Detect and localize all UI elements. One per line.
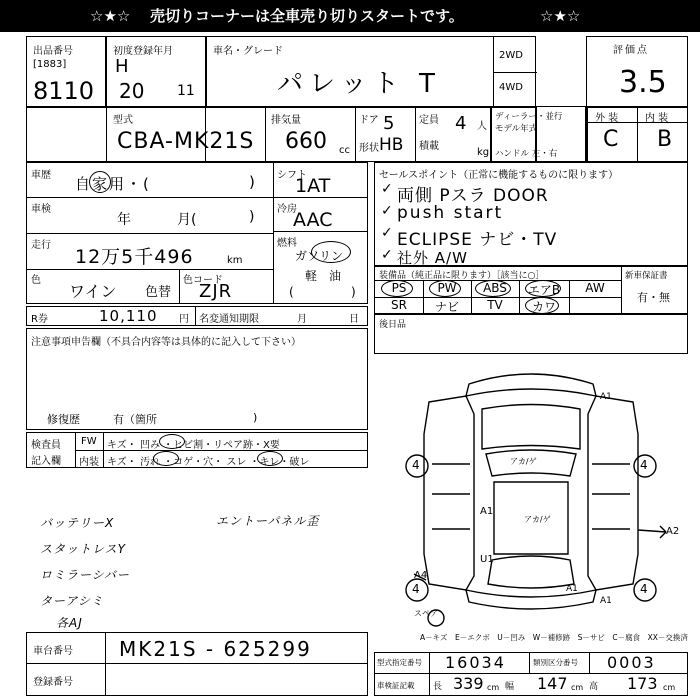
cc-label: 排気量 [271, 115, 301, 126]
check-mark-icon: ✓ [381, 225, 393, 241]
remark-line: ターアシミ [40, 594, 104, 608]
check-mark-icon: ✓ [381, 247, 393, 263]
inspection-label: 車検 [31, 204, 51, 215]
type-num-value: 16034 [445, 653, 506, 672]
remark-line: バッテリーX [40, 516, 115, 530]
history-value: 自家用・( [75, 175, 151, 193]
car-diagram [374, 354, 688, 628]
dent-circle [159, 434, 185, 449]
notes-box [26, 328, 368, 430]
reg-number-label: 登録番号 [33, 677, 73, 688]
drive-2wd: 2WD [499, 50, 523, 61]
grade-label: 評価点 [613, 45, 649, 56]
history-label: 車歴 [31, 170, 51, 181]
remark-line: スタットレスY [40, 542, 126, 556]
color-code-value: ZJR [199, 281, 233, 302]
auction-sheet [26, 36, 688, 696]
later-label: 後日品 [379, 320, 407, 330]
remarks-area [26, 468, 368, 628]
dealer-area [490, 106, 588, 162]
color-change-label: 色替 [145, 285, 172, 300]
equip-pw: PW [437, 281, 457, 295]
equip-leather: カワ [531, 300, 556, 314]
model-label: 車名・グレード [213, 46, 283, 57]
hei-label: 高 [589, 682, 599, 692]
tv-circle [525, 297, 559, 314]
lot-box [26, 36, 106, 108]
lot-sub: [1883] [33, 59, 67, 70]
fuel-gas-circle [311, 241, 351, 263]
grade-box [586, 36, 688, 108]
equip-airbag: エアB [527, 283, 561, 297]
grade-value: 3.5 [619, 65, 667, 100]
inspector-row2: キズ・ 汚れ ・コゲ・穴・ スレ ・キレ・破レ [107, 457, 310, 468]
inspector-label-1: 検査員 [31, 440, 61, 451]
selling-points-box [374, 162, 688, 266]
damage-legend: A－キズ E－エクボ U－凹み W－補修跡 S－サビ C－腐食 XX－交換済 [420, 633, 688, 642]
drive-4wd: 4WD [499, 82, 523, 93]
equip-tv: TV [487, 298, 503, 312]
mileage-value: 12万5千496 [75, 246, 194, 268]
damage-mark: U1 [480, 554, 494, 565]
hood [482, 405, 580, 450]
inspection-end: ) [249, 209, 255, 225]
new-car-warranty-label: 新車保証書 [625, 271, 668, 281]
tailgate [488, 556, 574, 588]
recycle-unit: 円 [179, 314, 189, 325]
cc-value: 660 [285, 129, 327, 154]
inspector-box [26, 432, 368, 468]
int-label: 内 装 [645, 113, 669, 124]
int-value: B [657, 127, 673, 152]
chassis-value: MK21S - 625299 [119, 637, 312, 661]
cc-unit: cc [339, 145, 350, 156]
ext-value: C [603, 127, 619, 152]
wid-label: 幅 [505, 682, 515, 692]
remark-right: エントーパネル歪 [216, 514, 320, 528]
equip-abs: ABS [483, 281, 507, 295]
color-code-label: 色コード [183, 275, 223, 286]
right-side [588, 396, 638, 590]
equip-ps: PS [391, 281, 407, 295]
banner-message: 売切りコーナーは全車売り切りスタートです。 [150, 7, 464, 25]
shift-label: シフト [277, 170, 307, 181]
lot-number: 8110 [33, 77, 95, 105]
wid-unit: cm [571, 683, 584, 692]
type-label: 型式 [113, 115, 133, 126]
remark-line: ロミラーシバー [40, 568, 130, 582]
hei-unit: cm [663, 683, 676, 692]
tyre-mark: 4 [412, 458, 420, 472]
stain-circle [153, 451, 179, 466]
fuel-diesel: 軽 油 [305, 269, 342, 283]
repair-label: 修復歴 [47, 413, 80, 426]
spec-row [26, 106, 536, 162]
hei-value: 173 [627, 674, 658, 693]
tyre-mark: 4 [640, 458, 648, 472]
cat-label: 類別区分番号 [533, 658, 578, 667]
selling-point: 両側 Pスラ DOOR [397, 186, 549, 206]
model-year-label: モデル年式 [495, 124, 538, 134]
reg-label: 初度登録年月 [113, 46, 173, 57]
reg-box [106, 36, 206, 108]
type-num-label: 型式指定番号 [377, 658, 422, 667]
cat-value: 0003 [607, 653, 656, 672]
fuel-label: 燃料 [277, 238, 297, 249]
damage-mark: A1 [566, 584, 578, 594]
damage-note: アカ/ゲ [524, 515, 551, 524]
recycle-label: R券 [31, 314, 48, 325]
lot-label: 出品番号 [33, 46, 73, 57]
damage-mark: A4 [414, 570, 428, 581]
inspection-year: 年 [117, 212, 131, 228]
equip-aw: AW [585, 281, 605, 295]
shape-value: HB [379, 135, 404, 155]
shape-label: 形状 [359, 143, 379, 154]
recycle-row [26, 306, 368, 326]
model-box [206, 36, 536, 108]
shift-value: 1AT [295, 175, 331, 197]
tax-label: 名変通知期限 [199, 314, 259, 325]
ps-circle [381, 280, 413, 297]
remark-line: 各AJ [56, 616, 83, 630]
fuel-other-close: ) [351, 285, 356, 299]
banner-stars-left: ☆★☆ [90, 7, 131, 25]
chassis-label: 車台番号 [33, 646, 73, 657]
fuel-other-open: ( [289, 285, 294, 299]
check-mark-icon: ✓ [381, 203, 393, 219]
history-block [26, 162, 368, 304]
dim-label: 車検証記載 [377, 681, 415, 690]
cap-label: 定員 [419, 115, 439, 126]
bottom-table [374, 652, 688, 696]
cap-unit: 人 [477, 121, 487, 132]
selling-point: 社外 A/W [397, 249, 468, 267]
damage-mark: A1 [600, 392, 612, 402]
selling-point: ECLIPSE ナビ・TV [397, 230, 558, 250]
selling-label: セールスポイント（正常に機能するものに限ります） [379, 170, 619, 181]
check-mark-icon: ✓ [381, 181, 393, 197]
damage-note: スペア [414, 609, 438, 618]
scuff-circle [257, 451, 283, 466]
inspector-label-2: 記入欄 [31, 456, 61, 467]
len-label: 長 [433, 682, 443, 692]
airbag-circle [525, 280, 561, 297]
ext-label: 外 装 [595, 113, 619, 124]
tax-month: 月 [297, 314, 307, 325]
load-label: 積載 [419, 141, 439, 152]
tax-day: 日 [349, 314, 359, 325]
equipment-label: 装備品（純正品に限ります）［該当に○］ [379, 271, 545, 281]
cap-value: 4 [455, 113, 467, 134]
selling-point: push start [397, 203, 504, 223]
equip-navi: ナビ [434, 300, 459, 314]
private-use-circle [89, 171, 111, 193]
reg-era: H [115, 56, 129, 77]
notes-label: 注意事項申告欄（不具合内容等は具体的に記入して下さい） [31, 337, 301, 348]
type-value: CBA-MK21S [117, 129, 255, 154]
damage-note: アカ/ゲ [510, 457, 537, 466]
damage-mark: A1 [600, 596, 612, 606]
mileage-unit: km [227, 255, 243, 266]
left-side [424, 396, 474, 590]
inspector-row2-head: 内装 [79, 457, 99, 468]
damage-mark: A2 [666, 526, 680, 537]
later-box [374, 314, 688, 354]
reg-year: 20 [119, 79, 145, 103]
ac-value: AAC [293, 209, 333, 231]
len-unit: cm [487, 683, 500, 692]
handle-label: ハンドル 左・右 [495, 149, 558, 159]
repair-value: 有（箇所 [113, 413, 157, 426]
new-car-warranty-value: 有・無 [637, 291, 670, 304]
mileage-label: 走行 [31, 240, 51, 251]
inspector-row1: キズ・ 凹み ・ヒビ割・リペア跡・X要 [107, 440, 280, 451]
load-unit: kg [477, 147, 490, 158]
abs-circle [475, 280, 511, 297]
banner-stars-right: ☆★☆ [540, 7, 581, 25]
inspector-row1-head: FW [81, 436, 97, 447]
history-value-end: ) [249, 173, 255, 191]
equip-sr: SR [391, 298, 407, 312]
ext-int-box [586, 106, 688, 162]
color-value: ワイン [69, 282, 117, 301]
recycle-value: 10,110 [99, 307, 158, 325]
ac-label: 冷房 [277, 204, 297, 215]
front-bumper [466, 374, 596, 396]
repair-end: ) [253, 411, 258, 424]
color-label: 色 [31, 275, 41, 286]
wid-value: 147 [537, 674, 568, 693]
pw-circle [429, 280, 461, 297]
top-banner [0, 0, 700, 32]
fuel-gas: ガソリン [295, 249, 344, 263]
dealer-label: ディーラー・並行 [495, 112, 563, 122]
inspection-month: 月( [177, 212, 197, 228]
reg-month: 11 [177, 83, 195, 99]
door-label: ドア [359, 115, 379, 126]
damage-mark: A1 [480, 506, 494, 517]
tyre-mark: 4 [640, 582, 648, 596]
door-value: 5 [383, 113, 395, 134]
model-value: パレット T [277, 69, 441, 99]
len-value: 339 [453, 674, 484, 693]
equipment-box [374, 266, 688, 314]
chassis-box [26, 632, 368, 696]
tyre-mark: 4 [412, 582, 420, 596]
